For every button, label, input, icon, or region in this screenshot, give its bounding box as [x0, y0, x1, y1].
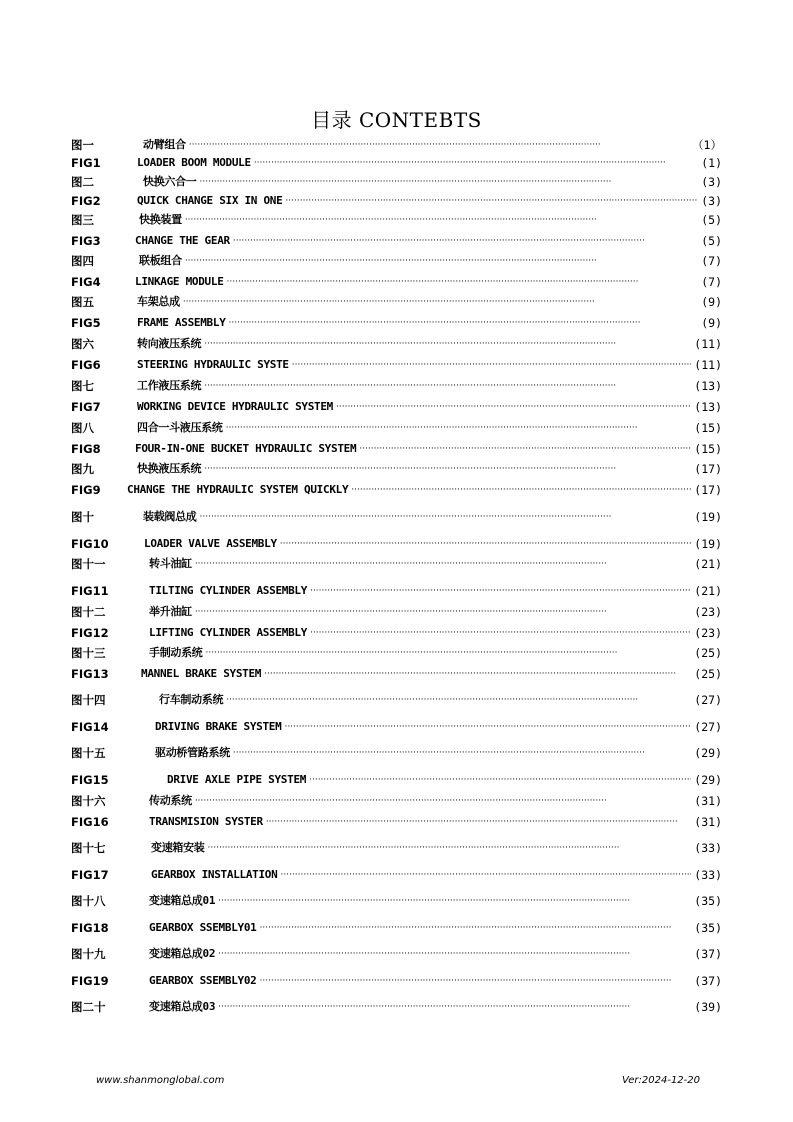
toc-dot-leader: [189, 138, 689, 152]
toc-entry-label: FRAME ASSEMBLY: [137, 316, 226, 329]
toc-page-number: (25): [694, 667, 722, 681]
toc-figure-number: 图一: [71, 138, 94, 152]
toc-figure-number: 图十六: [71, 794, 106, 808]
toc-entry-label: LOADER VALVE ASSEMBLY: [144, 537, 277, 550]
toc-entry[interactable]: [71, 646, 722, 660]
toc-figure-number: 图十五: [71, 746, 106, 760]
toc-dot-leader: [285, 194, 698, 208]
toc-page-number: (27): [694, 720, 722, 734]
toc-entry-label: LINKAGE MODULE: [135, 275, 224, 288]
toc-figure-number: FIG9: [71, 483, 101, 497]
toc-dot-leader: [233, 234, 698, 248]
toc-entry-label: FOUR-IN-ONE BUCKET HYDRAULIC SYSTEM: [135, 442, 357, 455]
toc-dot-leader: [226, 693, 691, 707]
toc-entry-label: 快换液压系统: [137, 462, 202, 475]
toc-entry-label: 车架总成: [137, 295, 180, 308]
toc-dot-leader: [280, 537, 692, 551]
footer-website: www.shanmonglobal.com: [96, 1075, 225, 1086]
toc-figure-number: 图十七: [71, 841, 106, 855]
toc-figure-number: FIG11: [71, 584, 109, 598]
toc-figure-number: FIG17: [71, 868, 109, 882]
toc-dot-leader: [204, 337, 691, 351]
toc-entry-label: LIFTING CYLINDER ASSEMBLY: [149, 626, 308, 639]
toc-figure-number: 图三: [71, 213, 94, 227]
toc-entry-label: GEARBOX SSEMBLY01: [149, 921, 257, 934]
toc-entry[interactable]: [71, 667, 722, 681]
toc-entry[interactable]: [71, 605, 722, 619]
toc-figure-number: 图十二: [71, 605, 106, 619]
toc-entry[interactable]: [71, 693, 722, 707]
toc-page-number: (5): [701, 234, 722, 248]
toc-entry[interactable]: [71, 841, 722, 855]
toc-entry[interactable]: [71, 421, 722, 435]
toc-entry-label: 驱动桥管路系统: [155, 746, 230, 759]
toc-page-number: (3): [701, 194, 722, 208]
toc-figure-number: FIG15: [71, 773, 109, 787]
toc-figure-number: 图十八: [71, 894, 106, 908]
toc-dot-leader: [195, 794, 691, 808]
toc-entry-label: WORKING DEVICE HYDRAULIC SYSTEM: [137, 400, 333, 413]
footer-version: Ver:2024-12-20: [622, 1075, 701, 1086]
toc-dot-leader: [310, 626, 691, 640]
toc-entry-label: 快换六合一: [143, 175, 197, 188]
toc-entry[interactable]: [71, 921, 722, 935]
toc-entry[interactable]: [71, 773, 722, 787]
toc-entry-label: GEARBOX INSTALLATION: [151, 868, 278, 881]
toc-page-number: (11): [694, 358, 722, 372]
toc-entry-label: 变速箱总成03: [149, 1000, 216, 1013]
toc-page-number: (17): [694, 462, 722, 476]
toc-entry-label: 快换装置: [139, 213, 182, 226]
toc-dot-leader: [204, 379, 691, 393]
toc-figure-number: FIG3: [71, 234, 101, 248]
toc-page-number: (1): [701, 156, 722, 170]
toc-entry[interactable]: [71, 254, 722, 268]
toc-entry[interactable]: [71, 510, 722, 524]
toc-page-number: (35): [694, 894, 722, 908]
toc-figure-number: 图八: [71, 421, 94, 435]
toc-figure-number: FIG19: [71, 974, 109, 988]
toc-entry[interactable]: [71, 213, 722, 227]
toc-dot-leader: [183, 295, 698, 309]
toc-page-number: (33): [694, 841, 722, 855]
toc-figure-number: FIG7: [71, 400, 101, 414]
toc-entry-label: 举升油缸: [149, 605, 192, 618]
toc-entry[interactable]: [71, 974, 722, 988]
toc-entry-label: 变速箱总成02: [149, 947, 216, 960]
toc-figure-number: FIG18: [71, 921, 109, 935]
toc-page-number: (31): [694, 815, 722, 829]
toc-dot-leader: [218, 1000, 691, 1014]
toc-entry[interactable]: [71, 557, 722, 571]
toc-entry-label: 动臂组合: [143, 138, 186, 151]
toc-page-number: (17): [694, 483, 722, 497]
toc-dot-leader: [185, 213, 698, 227]
toc-figure-number: 图九: [71, 462, 94, 476]
toc-entry[interactable]: [71, 337, 722, 351]
toc-entry-label: 传动系统: [149, 794, 192, 807]
toc-entry-label: 转斗油缸: [149, 557, 192, 570]
toc-entry[interactable]: [71, 194, 722, 208]
toc-dot-leader: [208, 841, 692, 855]
toc-entry[interactable]: [71, 379, 722, 393]
toc-entry[interactable]: [71, 234, 722, 248]
toc-figure-number: 图十四: [71, 693, 106, 707]
toc-entry-label: TILTING CYLINDER ASSEMBLY: [149, 584, 308, 597]
toc-figure-number: 图五: [71, 295, 94, 309]
toc-page-number: (15): [694, 442, 722, 456]
toc-page-number: (19): [694, 537, 722, 551]
toc-dot-leader: [264, 667, 691, 681]
toc-page-number: (21): [694, 584, 722, 598]
toc-figure-number: FIG4: [71, 275, 101, 289]
toc-figure-number: 图十九: [71, 947, 106, 961]
toc-page-number: (5): [701, 213, 722, 227]
toc-dot-leader: [200, 510, 692, 524]
toc-entry-label: GEARBOX SSEMBLY02: [149, 974, 257, 987]
toc-figure-number: FIG1: [71, 156, 101, 170]
toc-entry[interactable]: [71, 537, 722, 551]
toc-entry[interactable]: [71, 483, 722, 497]
toc-entry[interactable]: [71, 442, 722, 456]
toc-page-number: (9): [701, 295, 722, 309]
toc-dot-leader: [195, 605, 691, 619]
toc-page-number: （1）: [692, 138, 722, 152]
toc-page-number: (3): [701, 175, 722, 189]
toc-dot-leader: [195, 557, 691, 571]
toc-page-number: (29): [694, 746, 722, 760]
toc-figure-number: FIG8: [71, 442, 101, 456]
toc-figure-number: FIG6: [71, 358, 101, 372]
toc-figure-number: 图七: [71, 379, 94, 393]
toc-page-number: (15): [694, 421, 722, 435]
toc-entry[interactable]: [71, 720, 722, 734]
toc-dot-leader: [284, 720, 691, 734]
toc-page-number: (23): [694, 605, 722, 619]
toc-figure-number: FIG14: [71, 720, 109, 734]
toc-page-number: (7): [701, 254, 722, 268]
toc-dot-leader: [266, 815, 691, 829]
toc-dot-leader: [218, 894, 691, 908]
toc-entry[interactable]: [71, 316, 722, 330]
toc-figure-number: 图二: [71, 175, 94, 189]
toc-dot-leader: [292, 358, 692, 372]
toc-entry-label: STEERING HYDRAULIC SYSTE: [137, 358, 289, 371]
toc-figure-number: 图十: [71, 510, 94, 524]
toc-figure-number: 图四: [71, 254, 94, 268]
toc-entry[interactable]: [71, 868, 722, 882]
toc-dot-leader: [351, 483, 691, 497]
toc-dot-leader: [259, 974, 691, 988]
toc-entry-label: 变速箱安装: [151, 841, 205, 854]
toc-figure-number: FIG13: [71, 667, 109, 681]
toc-entry-label: 手制动系统: [149, 646, 203, 659]
toc-entry[interactable]: [71, 815, 722, 829]
toc-page-number: (23): [694, 626, 722, 640]
toc-entry[interactable]: [71, 175, 722, 189]
toc-dot-leader: [206, 646, 692, 660]
toc-entry[interactable]: [71, 947, 722, 961]
toc-dot-leader: [310, 584, 691, 598]
toc-page-number: (13): [694, 400, 722, 414]
toc-figure-number: FIG16: [71, 815, 109, 829]
page-title: 目录 CONTEBTS: [311, 108, 482, 132]
toc-page-number: (21): [694, 557, 722, 571]
toc-dot-leader: [309, 773, 691, 787]
toc-entry-label: 联板组合: [139, 254, 182, 267]
toc-entry-label: LOADER BOOM MODULE: [137, 156, 251, 169]
toc-figure-number: FIG2: [71, 194, 101, 208]
toc-entry-label: 装载阀总成: [143, 510, 197, 523]
toc-entry[interactable]: [71, 156, 722, 170]
toc-dot-leader: [226, 421, 692, 435]
toc-entry-label: QUICK CHANGE SIX IN ONE: [137, 194, 283, 207]
toc-figure-number: FIG10: [71, 537, 109, 551]
toc-figure-number: 图二十: [71, 1000, 106, 1014]
toc-entry-label: CHANGE THE GEAR: [135, 234, 230, 247]
toc-dot-leader: [200, 175, 699, 189]
toc-page-number: (7): [701, 275, 722, 289]
toc-figure-number: FIG12: [71, 626, 109, 640]
toc-entry[interactable]: [71, 746, 722, 760]
toc-dot-leader: [259, 921, 691, 935]
toc-entry[interactable]: [71, 794, 722, 808]
toc-dot-leader: [227, 275, 699, 289]
toc-page-number: (19): [694, 510, 722, 524]
toc-dot-leader: [336, 400, 691, 414]
toc-dot-leader: [233, 746, 691, 760]
toc-entry-label: 四合一斗液压系统: [137, 421, 223, 434]
toc-entry[interactable]: [71, 275, 722, 289]
toc-dot-leader: [204, 462, 691, 476]
toc-dot-leader: [185, 254, 698, 268]
toc-page-number: (31): [694, 794, 722, 808]
toc-entry-label: CHANGE THE HYDRAULIC SYSTEM QUICKLY: [127, 483, 349, 496]
toc-page-number: (39): [694, 1000, 722, 1014]
toc-entry-label: 行车制动系统: [159, 693, 224, 706]
toc-entry[interactable]: [71, 1000, 722, 1014]
toc-entry-label: TRANSMISION SYSTER: [149, 815, 263, 828]
toc-entry-label: 变速箱总成01: [149, 894, 216, 907]
toc-dot-leader: [218, 947, 691, 961]
toc-figure-number: 图六: [71, 337, 94, 351]
toc-page-number: (11): [694, 337, 722, 351]
toc-page-number: (35): [694, 921, 722, 935]
toc-entry-label: MANNEL BRAKE SYSTEM: [141, 667, 262, 680]
toc-entry-label: DRIVING BRAKE SYSTEM: [155, 720, 282, 733]
toc-figure-number: FIG5: [71, 316, 101, 330]
toc-entry[interactable]: [71, 462, 722, 476]
toc-entry[interactable]: [71, 358, 722, 372]
toc-entry-label: 转向液压系统: [137, 337, 202, 350]
toc-page-number: (13): [694, 379, 722, 393]
toc-entry[interactable]: [71, 894, 722, 908]
toc-dot-leader: [254, 156, 698, 170]
toc-entry[interactable]: [71, 295, 722, 309]
toc-dot-leader: [280, 868, 691, 882]
toc-entry[interactable]: [71, 400, 722, 414]
toc-entry[interactable]: [71, 584, 722, 598]
toc-page-number: (37): [694, 974, 722, 988]
toc-dot-leader: [229, 316, 699, 330]
toc-page-number: (27): [694, 693, 722, 707]
toc-entry-label: 工作液压系统: [137, 379, 202, 392]
toc-entry[interactable]: [71, 138, 722, 152]
toc-page-number: (25): [694, 646, 722, 660]
toc-figure-number: 图十一: [71, 557, 106, 571]
toc-page-number: (37): [694, 947, 722, 961]
toc-page-number: (29): [694, 773, 722, 787]
toc-entry[interactable]: [71, 626, 722, 640]
toc-dot-leader: [359, 442, 691, 456]
toc-page-number: (9): [701, 316, 722, 330]
toc-figure-number: 图十三: [71, 646, 106, 660]
toc-page-number: (33): [694, 868, 722, 882]
toc-entry-label: DRIVE AXLE PIPE SYSTEM: [167, 773, 307, 786]
